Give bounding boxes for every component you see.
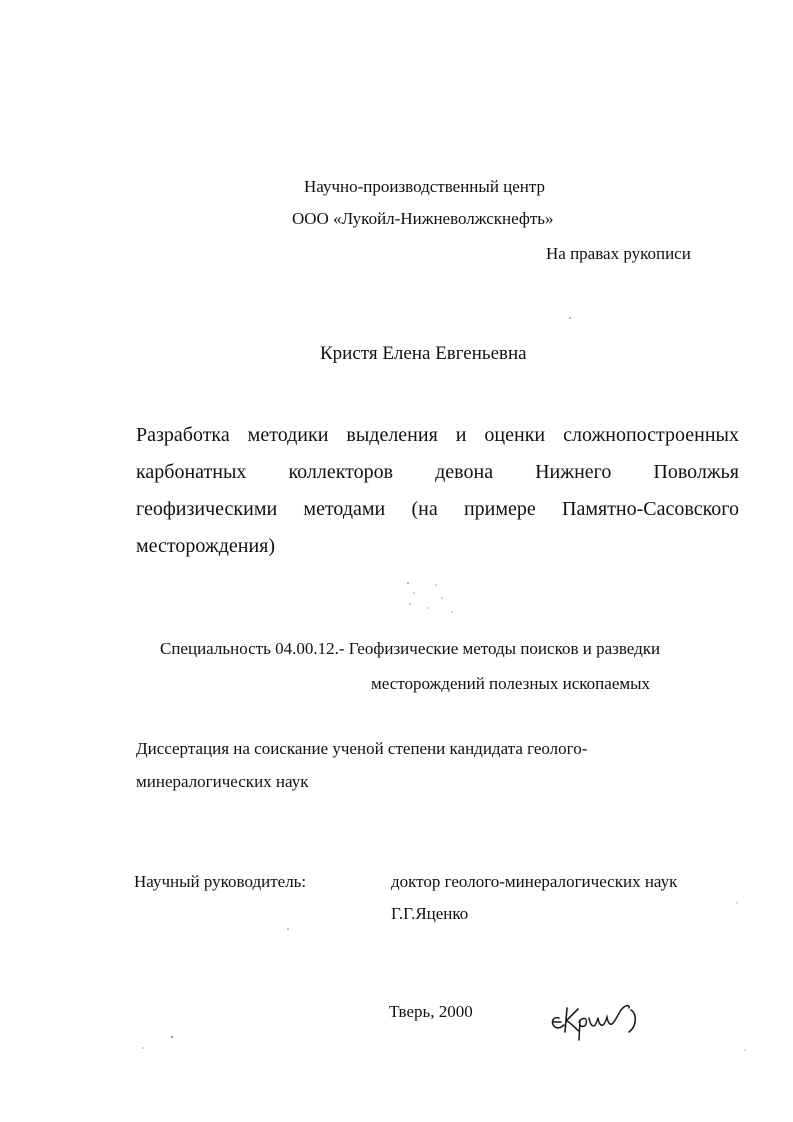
dissertation-title bbox=[136, 417, 739, 565]
author-name: Кристя Елена Евгеньевна bbox=[320, 343, 527, 364]
specialty-line-1: Специальность 04.00.12.- Геофизические методы поисков и разведки bbox=[160, 639, 661, 658]
title-line: месторождения) bbox=[136, 535, 276, 557]
supervisor-label: Научный руководитель: bbox=[134, 872, 307, 891]
organization-name-line-2: ООО «Лукойл-Нижневолжскнефть» bbox=[292, 209, 554, 228]
city-and-year: Тверь, 2000 bbox=[389, 1002, 473, 1021]
dissertation-degree-line-1: Диссертация на соискание ученой степени кандидата геолого- bbox=[136, 739, 588, 758]
title-line: Разработка методики выделения и оценки сложнопостроенных bbox=[136, 424, 739, 446]
handwritten-signature bbox=[545, 996, 645, 1046]
title-line: геофизическими методами (на примере Памятно-Сасовского bbox=[136, 498, 739, 520]
dissertation-degree-line-2: минералогических наук bbox=[136, 772, 309, 791]
title-line: карбонатных коллекторов девона Нижнего Поволжья bbox=[136, 461, 739, 483]
organization-name-line-1: Научно-производственный центр bbox=[304, 177, 546, 196]
supervisor-name: Г.Г.Яценко bbox=[391, 904, 469, 923]
supervisor-degree: доктор геолого-минералогических наук bbox=[391, 872, 678, 891]
specialty-line-2: месторождений полезных ископаемых bbox=[371, 674, 651, 693]
manuscript-rights-note: На правах рукописи bbox=[546, 244, 691, 263]
